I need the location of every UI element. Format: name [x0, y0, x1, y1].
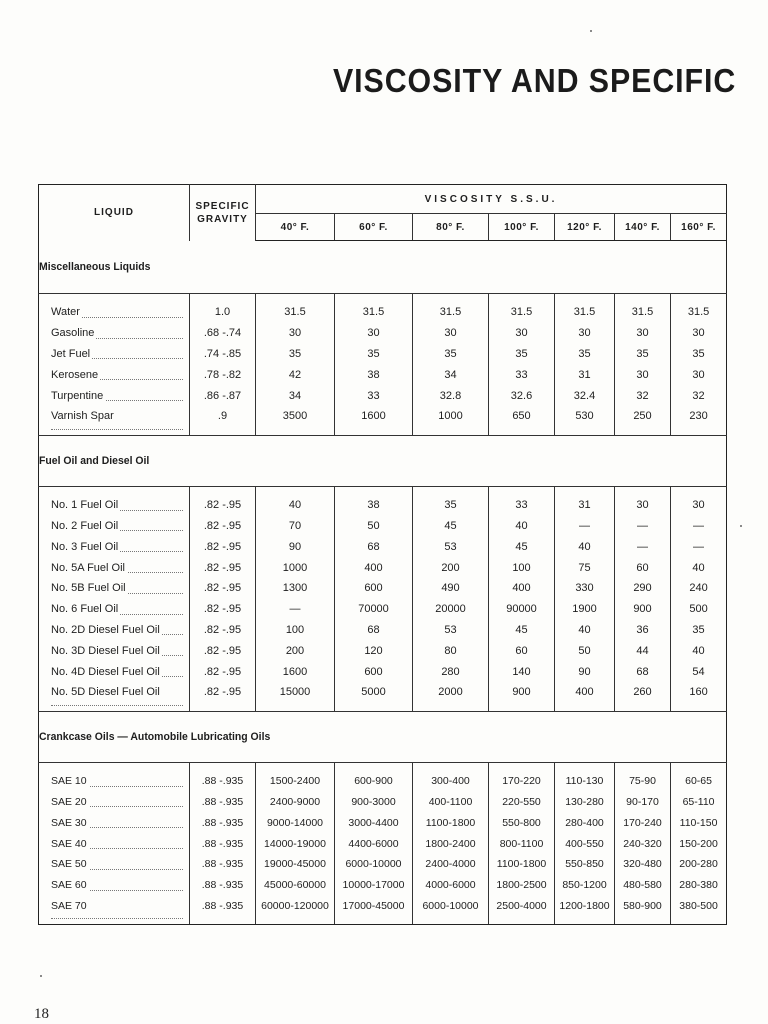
dot-leader [51, 429, 183, 430]
section-header-row [39, 435, 727, 486]
viscosity-cell-80f: 200 [413, 557, 489, 578]
temp-header-140: 140° F. [615, 214, 671, 241]
viscosity-cell-80f: 300-400 [413, 762, 489, 791]
section-header-row [39, 711, 727, 762]
liquid-name-cell [39, 294, 190, 323]
viscosity-cell-120f: 550-850 [555, 854, 615, 875]
liquid-name-cell [39, 792, 190, 813]
viscosity-cell-140f: 480-580 [615, 875, 671, 896]
specific-gravity-cell: .88 -.935 [190, 875, 256, 896]
specific-gravity-cell: .88 -.935 [190, 833, 256, 854]
specific-gravity-cell: .82 -.95 [190, 661, 256, 682]
specific-gravity-cell: .86 -.87 [190, 385, 256, 406]
page-title: VISCOSITY AND SPECIFIC [333, 62, 737, 99]
viscosity-cell-100f: 45 [489, 536, 555, 557]
viscosity-cell-120f: 32.4 [555, 385, 615, 406]
viscosity-cell-60f: 400 [335, 557, 413, 578]
liquid-name-cell [39, 640, 190, 661]
viscosity-cell-60f: 600-900 [335, 762, 413, 791]
viscosity-cell-120f: 1900 [555, 599, 615, 620]
table-row [39, 323, 727, 344]
liquid-name-cell [39, 661, 190, 682]
viscosity-cell-80f: 31.5 [413, 294, 489, 323]
viscosity-cell-80f: 30 [413, 323, 489, 344]
viscosity-cell-100f: 30 [489, 323, 555, 344]
viscosity-cell-100f: 60 [489, 640, 555, 661]
specific-gravity-cell: .88 -.935 [190, 896, 256, 925]
viscosity-cell-160f: 54 [671, 661, 727, 682]
specific-gravity-cell: .82 -.95 [190, 536, 256, 557]
viscosity-cell-100f: 45 [489, 620, 555, 641]
liquid-name: SAE 50 [51, 858, 87, 871]
liquid-name: No. 2D Diesel Fuel Oil [51, 623, 160, 636]
viscosity-cell-80f: 34 [413, 364, 489, 385]
liquid-name-cell [39, 536, 190, 557]
viscosity-cell-160f: — [671, 536, 727, 557]
viscosity-cell-40f: 30 [256, 323, 335, 344]
viscosity-cell-60f: 600 [335, 578, 413, 599]
viscosity-cell-140f: 30 [615, 323, 671, 344]
viscosity-cell-100f: 220-550 [489, 792, 555, 813]
temp-header-100: 100° F. [489, 214, 555, 241]
viscosity-cell-140f: 900 [615, 599, 671, 620]
viscosity-cell-40f: 35 [256, 344, 335, 365]
specific-gravity-cell: .88 -.935 [190, 854, 256, 875]
temp-header-160: 160° F. [671, 214, 727, 241]
liquid-name: SAE 10 [51, 775, 87, 788]
viscosity-cell-160f: 280-380 [671, 875, 727, 896]
table-row [39, 344, 727, 365]
page-number: 18 [34, 1006, 49, 1022]
liquid-name-cell [39, 620, 190, 641]
viscosity-cell-120f: 35 [555, 344, 615, 365]
viscosity-cell-60f: 38 [335, 486, 413, 515]
viscosity-cell-160f: 65-110 [671, 792, 727, 813]
viscosity-cell-120f: 110-130 [555, 762, 615, 791]
viscosity-cell-40f: 45000-60000 [256, 875, 335, 896]
liquid-name-cell [39, 762, 190, 791]
specific-gravity-cell: .88 -.935 [190, 792, 256, 813]
viscosity-cell-160f: 32 [671, 385, 727, 406]
liquid-name-cell [39, 344, 190, 365]
viscosity-cell-160f: 35 [671, 344, 727, 365]
table-row [39, 640, 727, 661]
specific-gravity-cell: .88 -.935 [190, 812, 256, 833]
section-header-row [39, 241, 727, 294]
viscosity-cell-100f: 650 [489, 406, 555, 435]
viscosity-cell-40f: 90 [256, 536, 335, 557]
specific-gravity-cell: .82 -.95 [190, 620, 256, 641]
viscosity-cell-140f: 250 [615, 406, 671, 435]
viscosity-cell-40f: 3500 [256, 406, 335, 435]
viscosity-cell-40f: 70 [256, 516, 335, 537]
viscosity-cell-140f: 240-320 [615, 833, 671, 854]
viscosity-cell-80f: 35 [413, 344, 489, 365]
viscosity-cell-100f: 33 [489, 486, 555, 515]
viscosity-cell-60f: 6000-10000 [335, 854, 413, 875]
viscosity-cell-40f: 19000-45000 [256, 854, 335, 875]
section-title-cell [39, 435, 727, 486]
specific-gravity-cell: .78 -.82 [190, 364, 256, 385]
viscosity-cell-40f: 40 [256, 486, 335, 515]
viscosity-cell-80f: 1100-1800 [413, 812, 489, 833]
table-body [39, 241, 727, 925]
table-row [39, 812, 727, 833]
section-title: Miscellaneous Liquids [39, 261, 151, 273]
viscosity-cell-40f: 100 [256, 620, 335, 641]
viscosity-cell-160f: 150-200 [671, 833, 727, 854]
liquid-name-cell [39, 812, 190, 833]
viscosity-cell-160f: 30 [671, 323, 727, 344]
viscosity-cell-40f: 60000-120000 [256, 896, 335, 925]
viscosity-cell-60f: 50 [335, 516, 413, 537]
viscosity-cell-80f: 80 [413, 640, 489, 661]
viscosity-cell-160f: 40 [671, 640, 727, 661]
section-title: Fuel Oil and Diesel Oil [39, 454, 150, 467]
viscosity-cell-120f: 40 [555, 620, 615, 641]
dot-leader [51, 705, 183, 706]
viscosity-cell-80f: 490 [413, 578, 489, 599]
viscosity-cell-140f: 44 [615, 640, 671, 661]
viscosity-cell-120f: 400-550 [555, 833, 615, 854]
viscosity-cell-60f: 38 [335, 364, 413, 385]
viscosity-cell-40f: 42 [256, 364, 335, 385]
viscosity-cell-80f: 53 [413, 536, 489, 557]
viscosity-cell-60f: 900-3000 [335, 792, 413, 813]
viscosity-cell-60f: 5000 [335, 682, 413, 711]
liquid-name: No. 3 Fuel Oil [51, 540, 119, 553]
viscosity-cell-60f: 70000 [335, 599, 413, 620]
viscosity-cell-140f: 75-90 [615, 762, 671, 791]
table-row [39, 385, 727, 406]
table-row [39, 875, 727, 896]
viscosity-cell-100f: 2500-4000 [489, 896, 555, 925]
viscosity-cell-100f: 1100-1800 [489, 854, 555, 875]
viscosity-cell-60f: 10000-17000 [335, 875, 413, 896]
viscosity-cell-80f: 1000 [413, 406, 489, 435]
specific-gravity-cell: .82 -.95 [190, 599, 256, 620]
viscosity-cell-160f: 230 [671, 406, 727, 435]
table-row [39, 792, 727, 813]
viscosity-cell-120f: 130-280 [555, 792, 615, 813]
viscosity-cell-100f: 800-1100 [489, 833, 555, 854]
specific-gravity-cell: .82 -.95 [190, 640, 256, 661]
liquid-name: Turpentine [51, 389, 104, 402]
temp-header-80: 80° F. [413, 214, 489, 241]
specific-gravity-cell: .82 -.95 [190, 557, 256, 578]
viscosity-cell-160f: 110-150 [671, 812, 727, 833]
liquid-name: No. 4D Diesel Fuel Oil [51, 665, 160, 678]
viscosity-cell-120f: 30 [555, 323, 615, 344]
table-row [39, 557, 727, 578]
sg-header-line2: GRAVITY [197, 213, 248, 225]
viscosity-cell-120f: 90 [555, 661, 615, 682]
liquid-name: No. 5B Fuel Oil [51, 582, 126, 595]
liquid-column-header: LIQUID [39, 185, 190, 241]
viscosity-cell-40f: 14000-19000 [256, 833, 335, 854]
viscosity-cell-140f: 32 [615, 385, 671, 406]
viscosity-cell-120f: — [555, 516, 615, 537]
liquid-name-cell [39, 385, 190, 406]
viscosity-cell-160f: 500 [671, 599, 727, 620]
liquid-name: No. 3D Diesel Fuel Oil [51, 644, 160, 657]
viscosity-cell-60f: 30 [335, 323, 413, 344]
viscosity-cell-40f: 200 [256, 640, 335, 661]
liquid-name: Kerosene [51, 368, 99, 381]
viscosity-cell-80f: 280 [413, 661, 489, 682]
viscosity-cell-160f: 240 [671, 578, 727, 599]
viscosity-cell-40f: 2400-9000 [256, 792, 335, 813]
liquid-name-cell [39, 682, 190, 711]
viscosity-table-wrapper [38, 184, 726, 925]
viscosity-cell-140f: — [615, 516, 671, 537]
viscosity-cell-140f: 35 [615, 344, 671, 365]
viscosity-cell-60f: 31.5 [335, 294, 413, 323]
viscosity-cell-140f: — [615, 536, 671, 557]
viscosity-cell-60f: 35 [335, 344, 413, 365]
viscosity-cell-140f: 260 [615, 682, 671, 711]
viscosity-cell-60f: 120 [335, 640, 413, 661]
section-title: Crankcase Oils — Automobile Lubricating Oils [39, 730, 271, 743]
viscosity-cell-120f: 330 [555, 578, 615, 599]
specific-gravity-cell: .88 -.935 [190, 762, 256, 791]
table-row [39, 854, 727, 875]
viscosity-cell-140f: 60 [615, 557, 671, 578]
viscosity-cell-80f: 400-1100 [413, 792, 489, 813]
table-row [39, 762, 727, 791]
viscosity-cell-160f: 30 [671, 486, 727, 515]
viscosity-cell-80f: 32.8 [413, 385, 489, 406]
viscosity-cell-40f: — [256, 599, 335, 620]
viscosity-cell-100f: 900 [489, 682, 555, 711]
viscosity-cell-120f: 530 [555, 406, 615, 435]
viscosity-cell-100f: 100 [489, 557, 555, 578]
table-row [39, 536, 727, 557]
liquid-name: SAE 70 [51, 899, 87, 912]
liquid-name-cell [39, 516, 190, 537]
liquid-name: No. 6 Fuel Oil [51, 603, 119, 616]
specific-gravity-cell: .9 [190, 406, 256, 435]
viscosity-table [38, 184, 727, 925]
viscosity-cell-100f: 35 [489, 344, 555, 365]
viscosity-cell-160f: 380-500 [671, 896, 727, 925]
liquid-name: No. 2 Fuel Oil [51, 519, 119, 532]
liquid-name-cell [39, 486, 190, 515]
viscosity-cell-40f: 1500-2400 [256, 762, 335, 791]
liquid-name-cell [39, 323, 190, 344]
viscosity-cell-100f: 31.5 [489, 294, 555, 323]
viscosity-cell-160f: 40 [671, 557, 727, 578]
temp-header-40: 40° F. [256, 214, 335, 241]
dot-leader [51, 918, 183, 919]
table-row [39, 599, 727, 620]
viscosity-cell-140f: 30 [615, 486, 671, 515]
viscosity-cell-140f: 31.5 [615, 294, 671, 323]
viscosity-cell-160f: 200-280 [671, 854, 727, 875]
viscosity-cell-120f: 40 [555, 536, 615, 557]
specific-gravity-cell: .82 -.95 [190, 516, 256, 537]
viscosity-cell-40f: 1000 [256, 557, 335, 578]
liquid-name-cell [39, 364, 190, 385]
viscosity-cell-120f: 75 [555, 557, 615, 578]
viscosity-cell-140f: 320-480 [615, 854, 671, 875]
viscosity-cell-80f: 4000-6000 [413, 875, 489, 896]
sg-header-line1: SPECIFIC [195, 200, 250, 212]
specific-gravity-cell: .74 -.85 [190, 344, 256, 365]
viscosity-cell-80f: 1800-2400 [413, 833, 489, 854]
liquid-name: Varnish Spar [51, 410, 114, 423]
viscosity-cell-140f: 36 [615, 620, 671, 641]
viscosity-cell-120f: 280-400 [555, 812, 615, 833]
table-row [39, 406, 727, 435]
table-row [39, 486, 727, 515]
section-title-cell [39, 711, 727, 762]
liquid-name-cell [39, 557, 190, 578]
section-title-cell [39, 241, 727, 294]
scan-speck [590, 30, 592, 32]
viscosity-cell-140f: 290 [615, 578, 671, 599]
viscosity-header: VISCOSITY S.S.U. [256, 185, 727, 214]
table-row [39, 682, 727, 711]
liquid-name-cell [39, 875, 190, 896]
viscosity-cell-120f: 31.5 [555, 294, 615, 323]
viscosity-cell-60f: 4400-6000 [335, 833, 413, 854]
viscosity-cell-100f: 170-220 [489, 762, 555, 791]
liquid-name-cell [39, 578, 190, 599]
viscosity-cell-100f: 1800-2500 [489, 875, 555, 896]
viscosity-cell-160f: 31.5 [671, 294, 727, 323]
viscosity-cell-140f: 68 [615, 661, 671, 682]
viscosity-cell-60f: 1600 [335, 406, 413, 435]
viscosity-cell-80f: 35 [413, 486, 489, 515]
liquid-name-cell [39, 854, 190, 875]
viscosity-cell-100f: 550-800 [489, 812, 555, 833]
viscosity-cell-100f: 140 [489, 661, 555, 682]
liquid-name: SAE 60 [51, 879, 87, 892]
liquid-name: SAE 20 [51, 795, 87, 808]
specific-gravity-cell: .68 -.74 [190, 323, 256, 344]
viscosity-cell-80f: 20000 [413, 599, 489, 620]
liquid-name: No. 5D Diesel Fuel Oil [51, 686, 160, 699]
liquid-name-cell [39, 896, 190, 925]
viscosity-cell-140f: 90-170 [615, 792, 671, 813]
viscosity-cell-100f: 33 [489, 364, 555, 385]
viscosity-cell-140f: 170-240 [615, 812, 671, 833]
viscosity-cell-160f: 30 [671, 364, 727, 385]
viscosity-cell-100f: 400 [489, 578, 555, 599]
table-row [39, 661, 727, 682]
viscosity-cell-160f: 60-65 [671, 762, 727, 791]
viscosity-cell-100f: 40 [489, 516, 555, 537]
liquid-name: SAE 30 [51, 816, 87, 829]
viscosity-cell-160f: 35 [671, 620, 727, 641]
table-row [39, 578, 727, 599]
viscosity-cell-120f: 31 [555, 486, 615, 515]
scan-speck [40, 975, 42, 977]
viscosity-cell-120f: 850-1200 [555, 875, 615, 896]
specific-gravity-cell: .82 -.95 [190, 578, 256, 599]
specific-gravity-cell: .82 -.95 [190, 486, 256, 515]
viscosity-cell-80f: 2000 [413, 682, 489, 711]
viscosity-cell-40f: 1600 [256, 661, 335, 682]
viscosity-cell-40f: 9000-14000 [256, 812, 335, 833]
viscosity-cell-40f: 31.5 [256, 294, 335, 323]
viscosity-cell-80f: 53 [413, 620, 489, 641]
viscosity-cell-160f: 160 [671, 682, 727, 711]
scan-speck [740, 525, 742, 527]
viscosity-cell-80f: 6000-10000 [413, 896, 489, 925]
viscosity-cell-60f: 600 [335, 661, 413, 682]
viscosity-cell-40f: 34 [256, 385, 335, 406]
table-row [39, 364, 727, 385]
viscosity-cell-60f: 3000-4400 [335, 812, 413, 833]
table-row [39, 896, 727, 925]
viscosity-cell-140f: 30 [615, 364, 671, 385]
table-row [39, 294, 727, 323]
viscosity-cell-120f: 31 [555, 364, 615, 385]
viscosity-cell-120f: 50 [555, 640, 615, 661]
liquid-name: Jet Fuel [51, 347, 91, 360]
liquid-name: Water [51, 306, 80, 319]
viscosity-cell-60f: 68 [335, 620, 413, 641]
viscosity-cell-40f: 1300 [256, 578, 335, 599]
table-row [39, 833, 727, 854]
liquid-name: No. 1 Fuel Oil [51, 499, 119, 512]
viscosity-cell-80f: 2400-4000 [413, 854, 489, 875]
liquid-name: Gasoline [51, 327, 95, 340]
viscosity-cell-160f: — [671, 516, 727, 537]
liquid-name-cell [39, 833, 190, 854]
viscosity-cell-120f: 400 [555, 682, 615, 711]
viscosity-cell-100f: 90000 [489, 599, 555, 620]
table-row [39, 516, 727, 537]
viscosity-cell-60f: 17000-45000 [335, 896, 413, 925]
viscosity-cell-120f: 1200-1800 [555, 896, 615, 925]
specific-gravity-cell: .82 -.95 [190, 682, 256, 711]
temp-header-120: 120° F. [555, 214, 615, 241]
table-row [39, 620, 727, 641]
viscosity-cell-140f: 580-900 [615, 896, 671, 925]
viscosity-cell-40f: 15000 [256, 682, 335, 711]
liquid-name-cell [39, 406, 190, 435]
temp-header-60: 60° F. [335, 214, 413, 241]
viscosity-cell-60f: 68 [335, 536, 413, 557]
specific-gravity-cell: 1.0 [190, 294, 256, 323]
liquid-name-cell [39, 599, 190, 620]
liquid-name: No. 5A Fuel Oil [51, 561, 125, 574]
specific-gravity-header [190, 185, 256, 241]
viscosity-cell-60f: 33 [335, 385, 413, 406]
viscosity-cell-80f: 45 [413, 516, 489, 537]
liquid-name: SAE 40 [51, 837, 87, 850]
viscosity-cell-100f: 32.6 [489, 385, 555, 406]
